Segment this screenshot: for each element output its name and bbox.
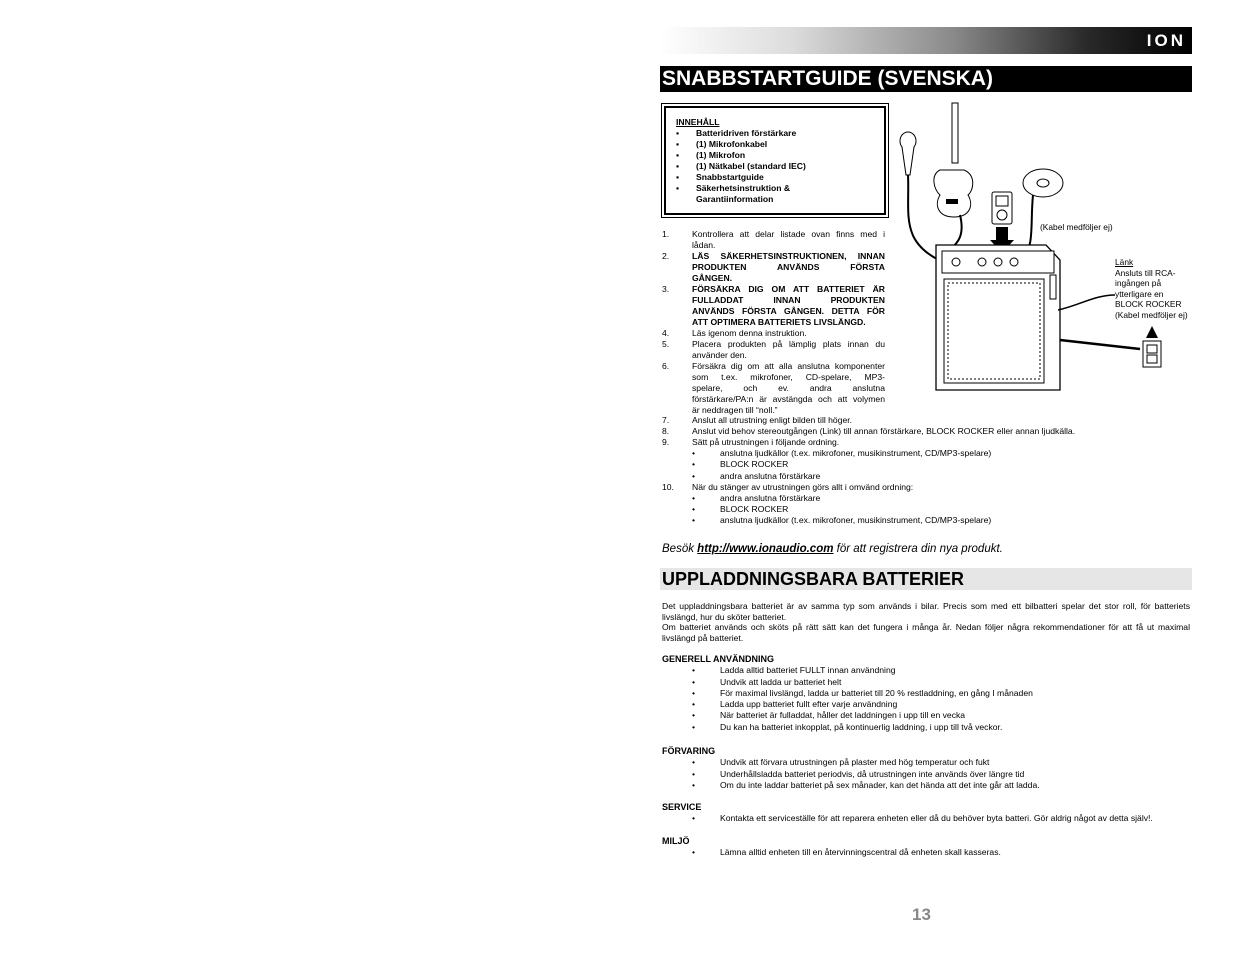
sub-item-text: anslutna ljudkällor (t.ex. mikrofoner, musikinstrument, CD/MP3-spelare) (720, 448, 992, 458)
link-description (1115, 268, 1225, 321)
battery-section (662, 654, 1190, 733)
link-line: Ansluts till RCA- (1115, 267, 1176, 278)
page-number: 13 (912, 905, 931, 924)
bullet-mark: ▪ (676, 172, 680, 182)
bullet-mark: ▪ (676, 183, 680, 193)
power-outlet-icon (1143, 326, 1161, 367)
step-line: ATT OPTIMERA BATTERIETS LIVSLÄNGD. (692, 317, 866, 327)
sub-item-text: BLOCK ROCKER (720, 504, 789, 515)
step-text: Sätt på utrustningen i följande ordning. (692, 437, 840, 447)
bullet-mark: • (692, 699, 696, 710)
setup-diagram (890, 95, 1200, 395)
link-line: ingången på (1115, 278, 1162, 288)
step-number: 2. (662, 251, 670, 261)
step-number: 8. (662, 426, 670, 436)
sub-item-text: anslutna ljudkällor (t.ex. mikrofoner, musikinstrument, CD/MP3-spelare) (720, 515, 992, 526)
section-heading: GENERELL ANVÄNDNING (662, 654, 775, 664)
mp3-player-icon (990, 192, 1014, 253)
step-item (662, 361, 885, 416)
section-title-batteries: UPPLADDNINGSBARA BATTERIER (660, 568, 1192, 590)
step-number: 7. (662, 415, 670, 425)
contents-box (661, 103, 889, 218)
step-line: FÖRSÄKRA DIG OM ATT BATTERIET ÄR (692, 284, 885, 294)
bullet-mark (676, 194, 696, 205)
sub-item-text: andra anslutna förstärkare (720, 492, 821, 503)
link-line: ytterligare en (1115, 288, 1164, 299)
bullet-mark: • (692, 448, 696, 458)
steps-list (662, 229, 885, 416)
step-number: 1. (662, 229, 670, 239)
step-line: PRODUKTEN ANVÄNDS FÖRSTA (692, 262, 885, 272)
sub-item (662, 493, 1192, 504)
bullet-mark: • (692, 665, 696, 676)
bullet-mark: ▪ (676, 150, 680, 160)
bullet-mark: ▪ (676, 139, 680, 149)
sub-item (662, 504, 1192, 515)
section-item (662, 722, 1190, 733)
link-title: Länk (1115, 257, 1134, 267)
step-line: som t.ex. mikrofoner, CD-spelare, MP3- (692, 372, 885, 382)
step-text (692, 361, 885, 416)
step-text (692, 328, 885, 339)
step-number: 9. (662, 437, 670, 447)
visit-pre: Besök (662, 543, 698, 555)
step-item (662, 328, 885, 339)
section-item-text: Undvik att ladda ur batteriet helt (720, 676, 842, 687)
battery-section (662, 746, 1190, 791)
bullet-mark: • (692, 813, 696, 824)
steps-list-continued (662, 415, 1192, 527)
bullet-mark: • (692, 470, 696, 481)
step-text (692, 339, 885, 361)
section-item-text: Undvik att förvara utrustningen på plaster med hög temperatur och fukt (720, 757, 990, 768)
ionaudio-link[interactable]: http://www.ionaudio.com (697, 543, 834, 555)
sub-item-text: BLOCK ROCKER (720, 459, 789, 470)
bullet-mark: • (692, 847, 696, 858)
section-item-text: Ladda upp batteriet fullt efter varje användning (720, 699, 898, 710)
ion-logo: ION (1146, 31, 1186, 50)
contents-item-text: (1) Mikrofonkabel (696, 139, 768, 149)
step-item (662, 251, 885, 284)
sub-item (662, 459, 1192, 470)
step-line: är neddragen till “noll.” (692, 405, 778, 415)
section-item (662, 699, 1190, 710)
section-item-text: Du kan ha batteriet inkopplat, på kontinuerlig laddning, i upp till två veckor. (720, 721, 1003, 732)
section-item (662, 757, 1190, 768)
step-line: Kontrollera att delar listade ovan finns med i (692, 229, 885, 239)
section-item-text: För maximal livslängd, ladda ur batteriet till 20 % restladdning, en gång I månaden (720, 687, 1033, 698)
contents-item-text: (1) Nätkabel (standard IEC) (696, 161, 806, 171)
cd-player-icon (1023, 169, 1063, 197)
contents-item (676, 183, 874, 194)
step-item (662, 437, 1192, 448)
bullet-mark: • (692, 459, 696, 470)
step-line: ANVÄNDS FÖRSTA GÅNGEN. DETTA FÖR (692, 306, 885, 316)
step-number: 5. (662, 339, 670, 349)
step-item (662, 229, 885, 251)
bullet-mark: • (692, 504, 696, 515)
contents-item (676, 150, 874, 161)
step-line: GÅNGEN. (692, 273, 733, 283)
contents-list (676, 128, 874, 205)
contents-item (676, 161, 874, 172)
link-line: BLOCK ROCKER (1115, 299, 1182, 309)
step-line: spelare, och ev. andra anslutna (692, 383, 885, 393)
step-item (662, 284, 885, 328)
bullet-mark: • (692, 768, 696, 779)
step-line: Läs igenom denna instruktion. (692, 328, 807, 338)
visit-line (662, 542, 1003, 556)
section-item (662, 847, 1190, 858)
step-text: När du stänger av utrustningen görs allt i omvänd ordning: (692, 481, 914, 492)
contents-item (676, 128, 874, 139)
section-item-text: När batteriet är fulladdat, håller det laddningen i upp till en vecka (720, 710, 966, 721)
step-text: Anslut vid behov stereoutgången (Link) till annan förstärkare, BLOCK ROCKER eller annan ljudkälla. (692, 426, 1076, 436)
intro-line-1: Det uppladdningsbara batteriet är av samma typ som används i bilar. Precis som med ett bilbatteri spelar det stor roll, för batteriets livslängd, hur du sköter batteriet. (662, 601, 1190, 622)
step-number: 6. (662, 361, 670, 371)
section-item (662, 665, 1190, 676)
battery-section (662, 802, 1190, 825)
amplifier-icon (936, 245, 1060, 390)
step-line: lådan. (692, 240, 716, 250)
bullet-mark: ▪ (676, 161, 680, 171)
step-item (662, 339, 885, 361)
section-item (662, 677, 1190, 688)
page-title: SNABBSTARTGUIDE (SVENSKA) (660, 66, 1192, 92)
sub-item-text: andra anslutna förstärkare (720, 470, 821, 481)
intro-line-2: Om batteriet används och sköts på rätt sätt kan det fungera i många år. Nedan följer några rekommendationer för att få ut maximal livslängd på batteriet. (662, 622, 1190, 643)
bullet-mark: • (692, 779, 696, 790)
step-line: Placera produkten på lämplig plats innan du (692, 339, 885, 349)
bullet-mark: • (692, 492, 696, 503)
contents-item-text: Garantiinformation (696, 194, 774, 204)
contents-item-text: Säkerhetsinstruktion & (696, 183, 791, 193)
bullet-mark: • (692, 687, 696, 698)
contents-heading: INNEHÅLL (676, 117, 720, 127)
bullet-mark: • (692, 515, 696, 526)
step-number: 10. (662, 481, 674, 492)
microphone-icon (900, 132, 916, 175)
section-item-text: Om du inte laddar batteriet på sex månader, kan det hända att det inte går att ladda. (720, 779, 1040, 790)
step-item (662, 482, 1192, 493)
step-item (662, 426, 1192, 437)
visit-post: för att registrera din nya produkt. (833, 543, 1003, 555)
step-line: FULLADDAT INNAN PRODUKTEN (692, 295, 885, 305)
section-item (662, 813, 1190, 824)
section-heading: FÖRVARING (662, 746, 716, 756)
bullet-mark: • (692, 710, 696, 721)
contents-item (676, 139, 874, 150)
step-line: Försäkra dig om att alla anslutna komponenter (692, 361, 885, 371)
section-item-text: Lämna alltid enheten till en återvinningscentral då enheten skall kasseras. (720, 847, 1001, 858)
contents-item (676, 172, 874, 183)
section-heading: SERVICE (662, 802, 702, 812)
section-item-text: Underhållsladda batteriet periodvis, då utrustningen inte används över längre tid (720, 768, 1025, 779)
sub-item (662, 448, 1192, 459)
link-line: (Kabel medföljer ej) (1115, 309, 1188, 320)
section-item (662, 688, 1190, 699)
step-line: använder den. (692, 350, 747, 360)
bullet-mark: • (692, 757, 696, 768)
bullet-mark: • (692, 676, 696, 687)
step-item (662, 415, 1192, 426)
contents-item-text: Batteridriven förstärkare (696, 128, 797, 138)
step-number: 3. (662, 284, 670, 294)
step-text (692, 284, 885, 328)
section-item (662, 769, 1190, 780)
contents-item (676, 194, 874, 205)
bullet-mark: ▪ (676, 128, 680, 138)
step-number: 4. (662, 328, 670, 338)
header-gradient-bar (660, 27, 1192, 54)
diagram-cable-label: (Kabel medföljer ej) (1040, 222, 1113, 232)
step-line: förstärkare/PA:n är avstängda och att volymen (692, 394, 885, 404)
step-line: LÄS SÄKERHETSINSTRUKTIONEN, INNAN (692, 251, 885, 261)
guitar-icon (934, 103, 973, 217)
section-item (662, 710, 1190, 721)
step-text (692, 229, 885, 251)
sub-item (662, 471, 1192, 482)
step-text: Anslut all utrustning enligt bilden till höger. (692, 415, 853, 425)
sub-item (662, 515, 1192, 526)
intro-paragraph (662, 601, 1190, 643)
section-item (662, 780, 1190, 791)
section-item-text: Kontakta ett serviceställe för att reparera enheten eller då du behöver byta batteri. Gör aldrig något av detta själv!. (720, 813, 1153, 824)
contents-item-text: (1) Mikrofon (696, 150, 746, 160)
section-heading: MILJÖ (662, 836, 690, 846)
battery-section (662, 836, 1190, 859)
step-text (692, 251, 885, 284)
section-item-text: Ladda alltid batteriet FULLT innan användning (720, 665, 896, 676)
contents-item-text: Snabbstartguide (696, 172, 764, 182)
bullet-mark: • (692, 721, 696, 732)
diagram-link-label (1115, 257, 1225, 320)
